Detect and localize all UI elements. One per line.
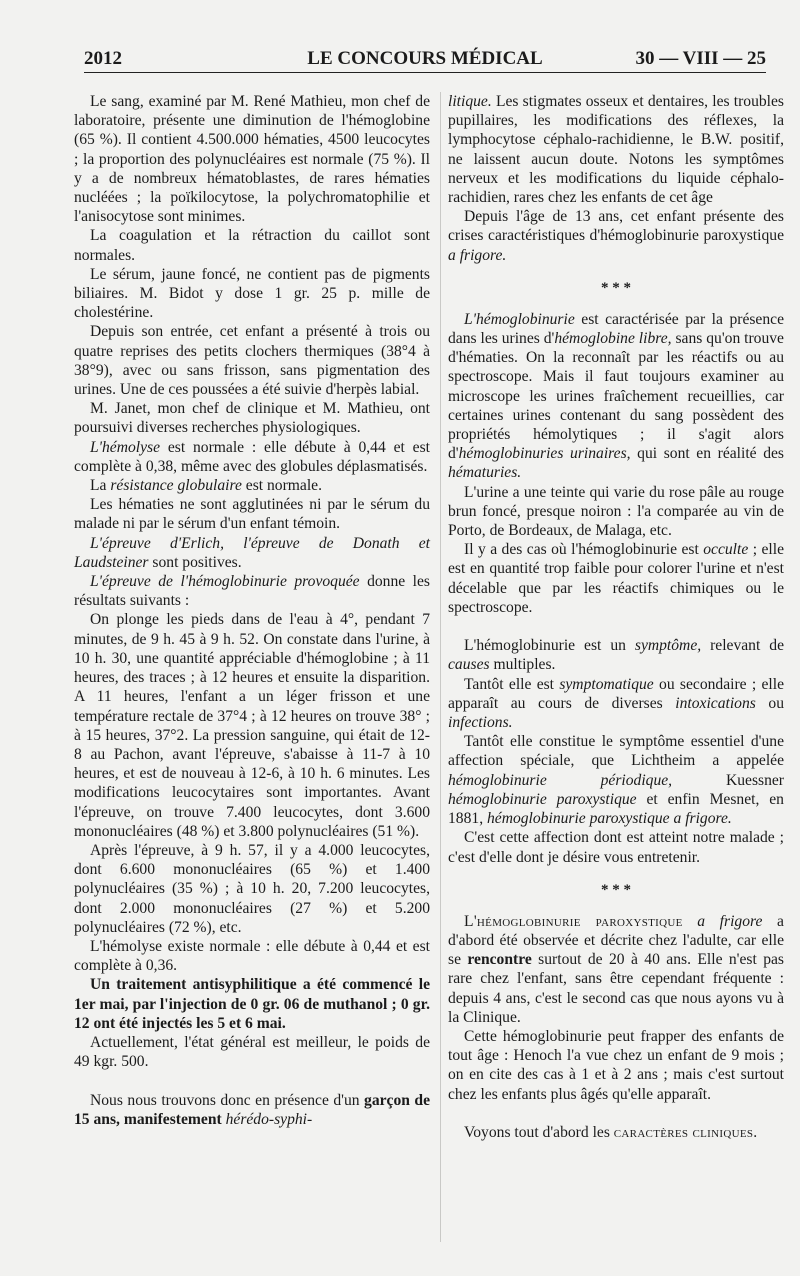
bold-statement: garçon de 15 ans, manifestement [74, 1091, 430, 1128]
paragraph: L'urine a une teinte qui varie du rose pâle au rouge brun foncé, presque noiron : l'a comparée au vin de Porto, de Bordeaux, de Malaga, etc. [448, 483, 784, 540]
section-separator: * * * [601, 881, 631, 898]
italic-term: hémoglobinurie paroxystique [448, 790, 637, 808]
italic-term: a frigore [682, 912, 763, 930]
paragraph: M. Janet, mon chef de clinique et M. Mathieu, ont poursuivi diverses recherches physiologiques. [74, 400, 430, 437]
paragraph: Les hématies ne sont agglutinées ni par le sérum du malade ni par le sérum d'un enfant témoin. [74, 496, 430, 533]
paragraph-text: Tantôt elle constitue le symptôme essentiel d'une affection spéciale, que Lichtheim a appelée [448, 733, 784, 770]
paragraph: Cette hémoglobinurie peut frapper des enfants de tout âge : Henoch l'a vue chez un enfant de 9 mois ; on en cite des cas à 1 et à 2 ans ; mais c'est surtout chez les enfants plus âgés qu'elle apparaît. [448, 1027, 784, 1103]
italic-term: L'épreuve de l'hémoglobinurie provoquée [90, 573, 360, 591]
bold-word: rencontre [467, 951, 532, 969]
paragraph-text: relevant de [701, 637, 784, 655]
italic-term: causes [448, 656, 490, 674]
paragraph: La coagulation et la rétraction du caillot sont normales. [74, 227, 430, 264]
paragraph-text: est normale : elle débute à 0,44 et est complète à 0,38, même avec des globules déplasmatisés. [74, 438, 430, 475]
paragraph-text: ou secondaire ; elle apparaît au cours de diverses [448, 675, 784, 712]
issue-date: 30 — VIII — 25 [635, 48, 766, 69]
paragraph: Après l'épreuve, à 9 h. 57, il y a 4.000 leucocytes, dont 6.600 mononucléaires (65 %) et 1.400 polynucléaires (35 %) ; à 10 h. 20, 7.200 leucocytes, dont 2.000 mononucléaires (27 %) et 5.200 polynucléaires (72 %), etc. [74, 841, 430, 936]
italic-term: litique. [448, 93, 492, 110]
paragraph-text: et enfin Mesnet, en 1881, [448, 790, 784, 828]
paragraph-text: Tantôt elle est [464, 675, 560, 693]
paragraph [448, 1123, 784, 1142]
italic-term: infections. [448, 714, 513, 732]
paragraph [74, 975, 430, 1033]
paragraph-text: Voyons tout d'abord les [464, 1123, 614, 1141]
italic-term: hémoglobinurie paroxystique a frigore. [486, 810, 732, 828]
paragraph [74, 572, 430, 610]
paragraph: Actuellement, l'état général est meilleur, le poids de 49 kgr. 500. [74, 1033, 430, 1071]
paragraph [74, 476, 430, 495]
italic-term: intoxications [675, 694, 756, 712]
paragraph: C'est cette affection dont est atteint notre malade ; c'est d'elle dont je désire vous entretenir. [448, 829, 784, 866]
paragraph-text: est normale. [241, 477, 322, 495]
paragraph [448, 540, 784, 617]
paragraph-text: donne les résultats suivants : [74, 573, 431, 610]
paragraph [448, 636, 784, 674]
paragraph [448, 675, 784, 733]
paragraph-text: est caractérisée par la présence dans les urines d' [448, 310, 784, 348]
paragraph-text: La [90, 477, 111, 495]
paragraph [74, 438, 430, 476]
paragraph [448, 207, 784, 265]
paragraph-text: qui sont en réalité des [630, 445, 784, 463]
paragraph-text: Les stigmates osseux et dentaires, les troubles pupillaires, les modifications des réflexes, la lymphocytose céphalo-rachidienne, le B.W. positif, ne laissent aucun doute. Notons les symptômes nerveux et les modifications du liquide céphalo-rachidien, rares chez les enfants de cet âge [448, 93, 784, 207]
paragraph-text: Il y a des cas où l'hémoglobinurie est [464, 541, 704, 559]
paragraph: Le sang, examiné par M. René Mathieu, mon chef de laboratoire, présente une diminution de l'hémoglobine (65 %). Il contient 4.500.000 hématies, 4500 leucocytes ; la proportion des polynucléaires est normale (75 %). Il y a de nombreux hématoblastes, de rares hématies nucléées ; la poïkilocytose, la polychromatophilie et l'anisocytose sont minimes. [74, 93, 430, 226]
italic-term: résistance globulaire [110, 477, 242, 495]
italic-term: hémoglobine libre, [554, 330, 672, 348]
paragraph-text: ; elle est en quantité trop faible pour colorer l'urine et n'est décelable que par les réactifs chimiques ou le spectroscope. [448, 541, 784, 616]
italic-term: symptôme, [634, 637, 702, 655]
paragraph-text: sont positives. [148, 553, 242, 571]
paragraph-text: Nous nous trouvons donc en présence d'un [90, 1091, 365, 1109]
italic-term: hémoglobinuries urinaires, [458, 445, 631, 463]
paragraph: Le sérum, jaune foncé, ne contient pas de pigments biliaires. M. Bidot y dose 1 gr. 25 p. mille de cholestérine. [74, 265, 430, 322]
paragraph-text: a d'abord été observée et décrite chez l'adulte, car elle se [448, 912, 784, 969]
bold-statement: Un traitement antisyphilitique a été commencé le 1er mai, par l'injection de 0 gr. 06 de muthanol ; 0 gr. 12 ont été injectés les 5 et 6 mai. [74, 976, 430, 1032]
italic-term: L'hémolyse [90, 438, 161, 456]
paragraph [448, 732, 784, 828]
italic-term: L'épreuve d'Erlich, l'épreuve de Donath et Laudsteiner [74, 534, 430, 571]
small-caps-heading: L'hémoglobinurie paroxystique [464, 912, 683, 930]
running-header [84, 44, 766, 73]
section-separator: * * * [601, 279, 631, 296]
paragraph-text: L'hémoglobinurie est un [464, 637, 635, 655]
paragraph: Depuis son entrée, cet enfant a présenté à trois ou quatre reprises des petits clochers thermiques (38°4 à 38°9), avec ou sans frisson, sans pigmentation des urines. Une de ces poussées a été suivie d'herpès labial. [74, 323, 430, 399]
small-caps-heading: caractères cliniques. [613, 1123, 758, 1141]
paragraph-text: Depuis l'âge de 13 ans, cet enfant présente des crises caractéristiques d'hémoglobinurie paroxystique [448, 208, 784, 245]
paragraph [74, 534, 430, 572]
italic-term: symptomatique [559, 675, 654, 693]
page-number: 2012 [84, 48, 122, 69]
paragraph: On plonge les pieds dans de l'eau à 4°, pendant 7 minutes, de 9 h. 45 à 9 h. 52. On constate dans l'urine, à 10 h. 30, une quantité appréciable d'hémoglobine ; à 11 heures, des traces ; à 12 heures et ensuite la disparition. A 11 heures, l'enfant a un léger frisson et une température rectale de 37°4 ; à 12 heures on trouve 38° ; à 15 heures, 37°2. La pression sanguine, qui était de 12-8 au Pachon, avant l'épreuve, s'abaisse à 11-7 à 10 heures, et est de nouveau à 12-6, à 10 h. 6 minutes. Les modifications leucocytaires sont importantes. Avant l'épreuve, on trouve 7.400 leucocytes, dont 3.600 mononucléaires (48 %) et 3.800 polynucléaires (51 %). [74, 611, 430, 840]
italic-term: hérédo-syphi- [221, 1110, 313, 1128]
left-column [74, 92, 430, 1129]
italic-term: hémoglobinurie périodique, [448, 771, 673, 789]
paragraph [448, 92, 784, 207]
paragraph [74, 1091, 430, 1129]
paragraph-text: Kuessner [672, 771, 784, 789]
right-column [448, 92, 784, 1142]
paragraph [448, 912, 784, 1027]
italic-term: hématuries. [448, 464, 522, 482]
paragraph-text: ou [755, 694, 784, 712]
paragraph-text: surtout de 20 à 40 ans. Elle n'est pas rare chez l'enfant, sans être cependant fréquente : depuis 4 ans, c'est le second cas que nous ayons vu à la Clinique. [448, 951, 784, 1026]
paragraph-text: sans qu'on trouve d'hématies. On la reconnaît par les réactifs ou au spectroscope. Mais il faut toujours examiner au microscope les urines fraîchement recueillies, car certaines urines contenant du sang possèdent des propriétés hémolytiques ; il s'agit alors d' [448, 330, 784, 463]
column-divider [440, 92, 441, 1242]
paragraph-text: multiples. [489, 656, 556, 674]
italic-term: occulte [703, 541, 749, 559]
italic-term: L'hémoglobinurie [464, 310, 575, 328]
journal-title: LE CONCOURS MÉDICAL [307, 48, 543, 69]
paragraph: L'hémolyse existe normale : elle débute à 0,44 et est complète à 0,36. [74, 937, 430, 975]
italic-term: a frigore. [448, 246, 507, 264]
paragraph [448, 310, 784, 483]
